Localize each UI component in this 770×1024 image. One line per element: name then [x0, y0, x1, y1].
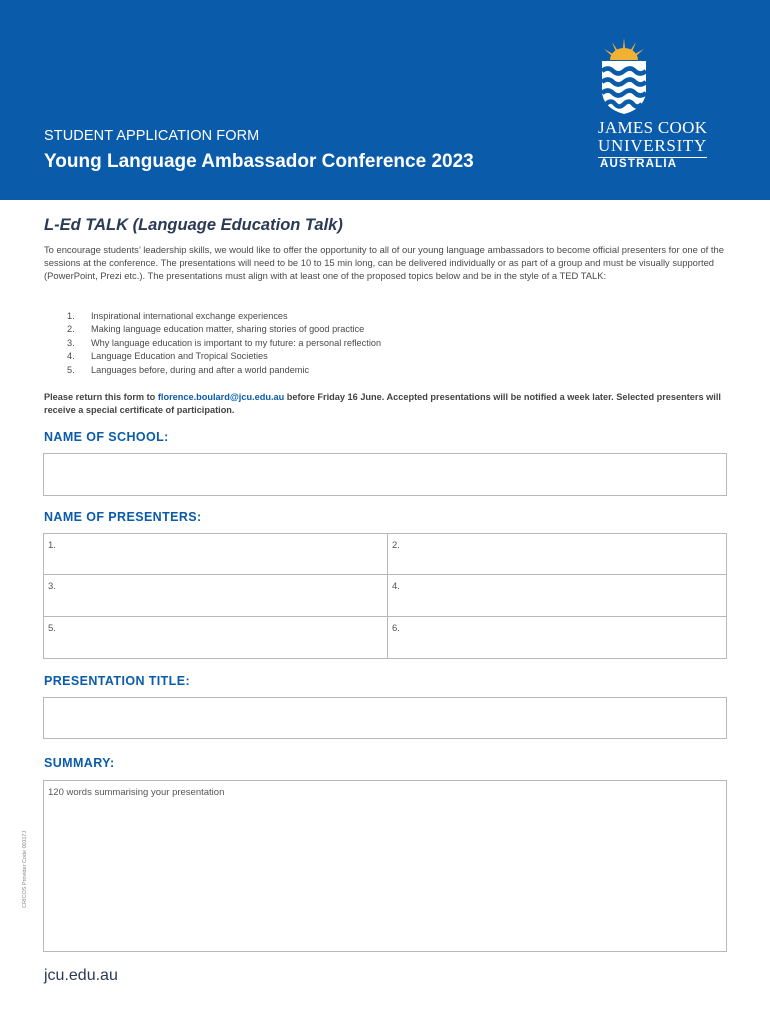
note-text-after: before Friday 16 June. Accepted presentations will be notified a week later. Selected presenters will receive a special certificate of participation.: [44, 392, 721, 416]
list-item: [67, 310, 381, 323]
list-item-text: Language Education and Tropical Societies: [91, 351, 268, 362]
summary-label: SUMMARY:: [44, 756, 115, 770]
presenter-field-2[interactable]: 2.: [388, 534, 726, 575]
list-item-number: 5.: [67, 364, 75, 375]
form-title: Young Language Ambassador Conference 2023: [44, 151, 474, 172]
logo-text-line2: UNIVERSITY: [598, 136, 707, 158]
school-name-field[interactable]: [43, 453, 727, 496]
intro-paragraph: To encourage students’ leadership skills, we would like to offer the opportunity to all of our young language ambassadors to become official presenters for one of the sessions at the conference. The presentations will need to be 10 to 15 min long, can be delivered individually or as part of a group and must be visually supported (PowerPoint, Prezi etc.). The presentations must align with at least one of the proposed topics below and be in the style of a TED TALK:: [44, 244, 724, 282]
presenters-table: [43, 533, 727, 659]
list-item: [67, 337, 381, 350]
list-item-number: 1.: [67, 311, 75, 321]
topics-list: [67, 310, 381, 377]
form-kicker: STUDENT APPLICATION FORM: [44, 128, 260, 144]
list-item: [67, 323, 381, 336]
list-item-text: Making language education matter, sharing stories of good practice: [91, 324, 365, 335]
presenter-field-6[interactable]: 6.: [392, 622, 400, 634]
presenter-field-3[interactable]: 3.: [44, 575, 388, 616]
list-item-number: 3.: [67, 337, 75, 348]
presenters-label: NAME OF PRESENTERS:: [44, 510, 202, 524]
presentation-title-field[interactable]: [43, 697, 727, 739]
presenter-field-4[interactable]: 4.: [388, 575, 726, 616]
list-item: [67, 350, 381, 363]
presenter-field-1[interactable]: 1.: [44, 534, 388, 575]
cricos-code: CRICOS Provider Code 00117J: [22, 830, 28, 908]
jcu-logo: [598, 36, 738, 176]
list-item-text: Inspirational international exchange experiences: [91, 311, 288, 321]
list-item-number: 2.: [67, 324, 75, 335]
logo-text-line3: AUSTRALIA: [600, 158, 678, 170]
note-text-before: Please return this form to: [44, 392, 158, 402]
submission-note: [44, 391, 734, 418]
list-item-text: Languages before, during and after a world pandemic: [91, 364, 310, 375]
header-banner: [0, 0, 770, 200]
list-item-number: 4.: [67, 351, 75, 362]
list-item: [67, 364, 381, 377]
school-label: NAME OF SCHOOL:: [44, 430, 169, 444]
section-heading: L-Ed TALK (Language Education Talk): [44, 216, 343, 234]
list-item-text: Why language education is important to my future: a personal reflection: [91, 337, 382, 348]
jcu-crest-icon: [598, 36, 650, 116]
summary-field[interactable]: [43, 780, 727, 952]
presentation-title-label: PRESENTATION TITLE:: [44, 674, 191, 688]
logo-text-line1: JAMES COOK: [598, 118, 708, 137]
presenter-field-5[interactable]: 5.: [44, 617, 388, 658]
summary-placeholder: 120 words summarising your presentation: [48, 787, 225, 798]
footer-url[interactable]: jcu.edu.au: [44, 967, 118, 984]
contact-email-link[interactable]: florence.boulard@jcu.edu.au: [157, 392, 285, 402]
